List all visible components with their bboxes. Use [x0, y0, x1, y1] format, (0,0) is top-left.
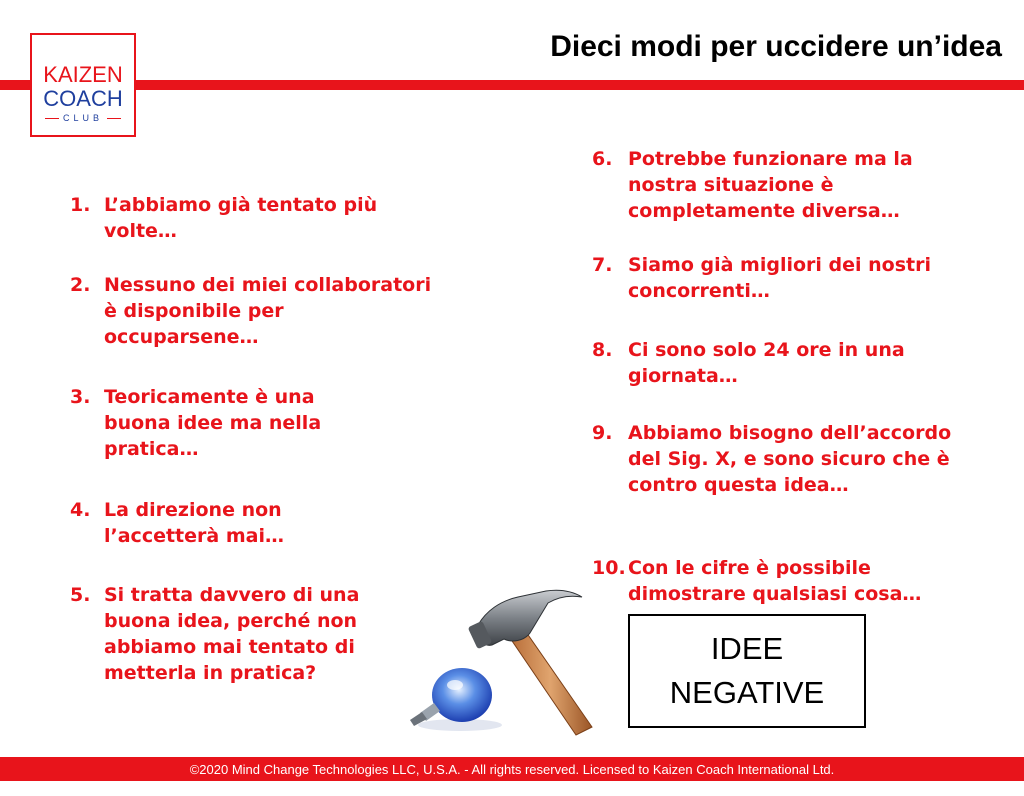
item-text: Si tratta davvero di una buona idea, perché non abbiamo mai tentato di metterla in pratica? — [104, 584, 360, 684]
list-item-5 — [70, 582, 410, 686]
item-text: Con le cifre è possibile dimostrare qualsiasi cosa… — [628, 557, 922, 605]
list-item-8 — [592, 337, 972, 389]
item-number: 7. — [592, 254, 613, 276]
list-item-7 — [592, 252, 992, 304]
list-item-3 — [70, 384, 380, 462]
item-text: L’abbiamo già tentato più volte… — [104, 194, 378, 242]
list-item-10 — [592, 555, 992, 607]
item-number: 10. — [592, 557, 626, 579]
logo-line-coach: COACH — [43, 86, 123, 111]
item-text: Abbiamo bisogno dell’accordo del Sig. X, e sono sicuro che è contro questa idea… — [628, 422, 952, 496]
item-number: 4. — [70, 499, 91, 521]
hammer-bulb-illustration — [400, 585, 620, 745]
negative-ideas-box — [628, 614, 866, 728]
footer-copyright: ©2020 Mind Change Technologies LLC, U.S.A. - All rights reserved. Licensed to Kaizen Coach International Ltd. — [0, 757, 1024, 781]
light-bulb-icon — [410, 668, 492, 726]
kaizen-coach-logo — [30, 33, 136, 137]
list-item-9 — [592, 420, 952, 498]
item-number: 5. — [70, 584, 91, 606]
item-number: 8. — [592, 339, 613, 361]
item-text: Ci sono solo 24 ore in una giornata… — [628, 339, 905, 387]
item-text: Teoricamente è una buona idee ma nella pratica… — [104, 386, 322, 460]
list-item-2 — [70, 272, 440, 350]
item-number: 9. — [592, 422, 613, 444]
item-text: Siamo già migliori dei nostri concorrenti… — [628, 254, 931, 302]
list-item-1 — [70, 192, 430, 244]
item-number: 3. — [70, 386, 91, 408]
box-line-1: IDEE — [710, 631, 784, 666]
box-line-2: NEGATIVE — [669, 675, 825, 710]
logo-line-kaizen: KAIZEN — [43, 62, 123, 87]
hammer-icon — [468, 590, 592, 735]
logo-line-club: CLUB — [45, 113, 121, 123]
item-number: 2. — [70, 274, 91, 296]
item-text: La direzione non l’accetterà mai… — [104, 499, 284, 547]
top-red-bar — [0, 80, 1024, 90]
item-text: Nessuno dei miei collaboratori è disponibile per occuparsene… — [104, 274, 432, 348]
item-number: 1. — [70, 194, 91, 216]
item-text: Potrebbe funzionare ma la nostra situazione è completamente diversa… — [628, 148, 913, 222]
item-number: 6. — [592, 148, 613, 170]
list-item-4 — [70, 497, 360, 549]
list-item-6 — [592, 146, 972, 224]
page-title: Dieci modi per uccidere un’idea — [550, 30, 1002, 63]
